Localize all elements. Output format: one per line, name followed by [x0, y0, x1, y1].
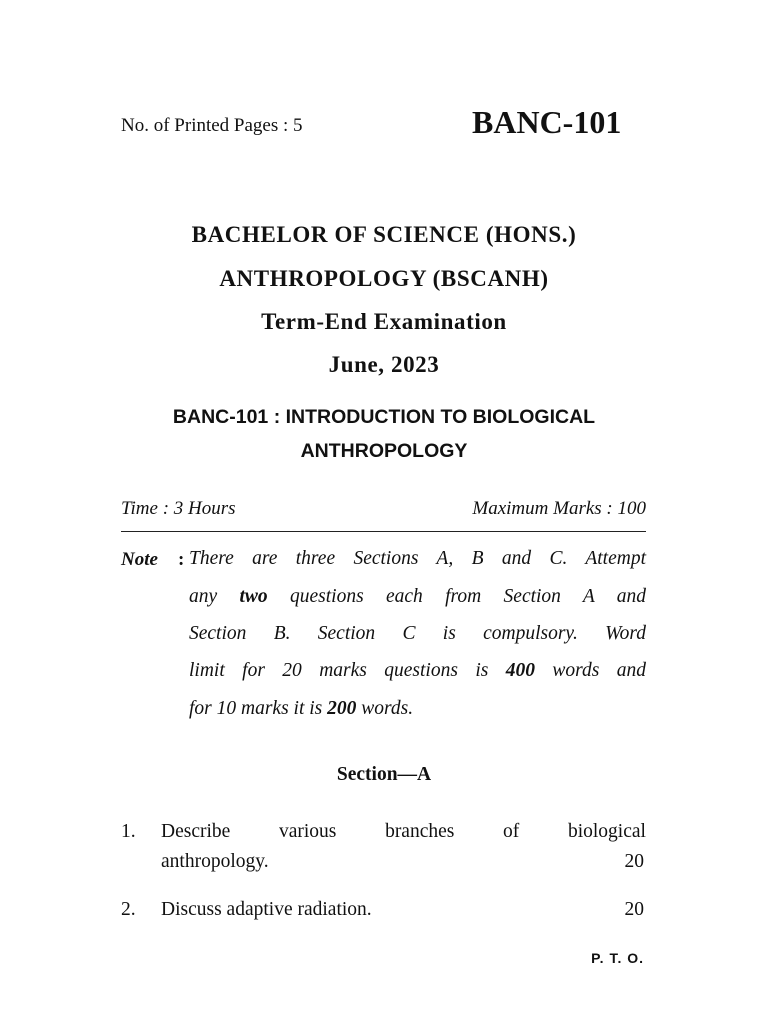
time-allowed: Time : 3 Hours	[121, 498, 236, 519]
note-emphasis: 400	[505, 660, 535, 681]
note-label: Note	[121, 549, 158, 570]
paper-code: BANC-101	[472, 104, 622, 140]
question-text-line1	[161, 821, 646, 843]
printed-pages-count: No. of Printed Pages : 5	[121, 115, 303, 136]
note-emphasis: 200	[327, 698, 357, 719]
note-text: words and	[552, 660, 647, 681]
question-marks: 20	[624, 851, 644, 872]
note-emphasis: two	[239, 586, 268, 607]
question-marks: 20	[624, 899, 644, 920]
exam-info-row	[121, 498, 646, 520]
divider	[121, 531, 646, 532]
course-title-line1: BANC-101 : INTRODUCTION TO BIOLOGICAL	[172, 406, 596, 428]
note-text: for 10 marks it is	[189, 698, 323, 719]
note-text: any	[189, 586, 218, 607]
question-word: branches	[385, 821, 455, 842]
question-text: Discuss adaptive radiation.	[161, 899, 372, 920]
note-colon: :	[178, 549, 185, 570]
question-word: various	[278, 821, 337, 842]
note-line-3: Section B. Section C is compulsory. Word	[189, 623, 646, 644]
note-text: limit for 20 marks questions is	[189, 660, 489, 681]
question-number: 1.	[121, 821, 136, 842]
please-turn-over: P. T. O.	[591, 950, 644, 966]
exam-title: Term-End Examination	[261, 309, 507, 334]
subject-title: ANTHROPOLOGY (BSCANH)	[219, 266, 549, 291]
note-line-5	[189, 698, 646, 720]
section-heading: Section—A	[336, 764, 432, 785]
maximum-marks: Maximum Marks : 100	[472, 498, 646, 519]
question-word: biological	[567, 821, 646, 842]
question-word: of	[503, 821, 520, 842]
note-line-1: There are three Sections A, B and C. Attempt	[189, 548, 646, 569]
course-title-line2: ANTHROPOLOGY	[300, 440, 468, 462]
question-number: 2.	[121, 899, 136, 920]
note-text: words.	[361, 698, 414, 719]
note-line-2	[189, 586, 646, 608]
question-word: Describe	[161, 821, 231, 842]
session-title: June, 2023	[328, 352, 440, 377]
note-line-4	[189, 660, 646, 682]
question-text-line2: anthropology.	[161, 851, 269, 872]
note-text: questions each from Section A and	[290, 586, 647, 607]
programme-title: BACHELOR OF SCIENCE (HONS.)	[191, 222, 577, 247]
